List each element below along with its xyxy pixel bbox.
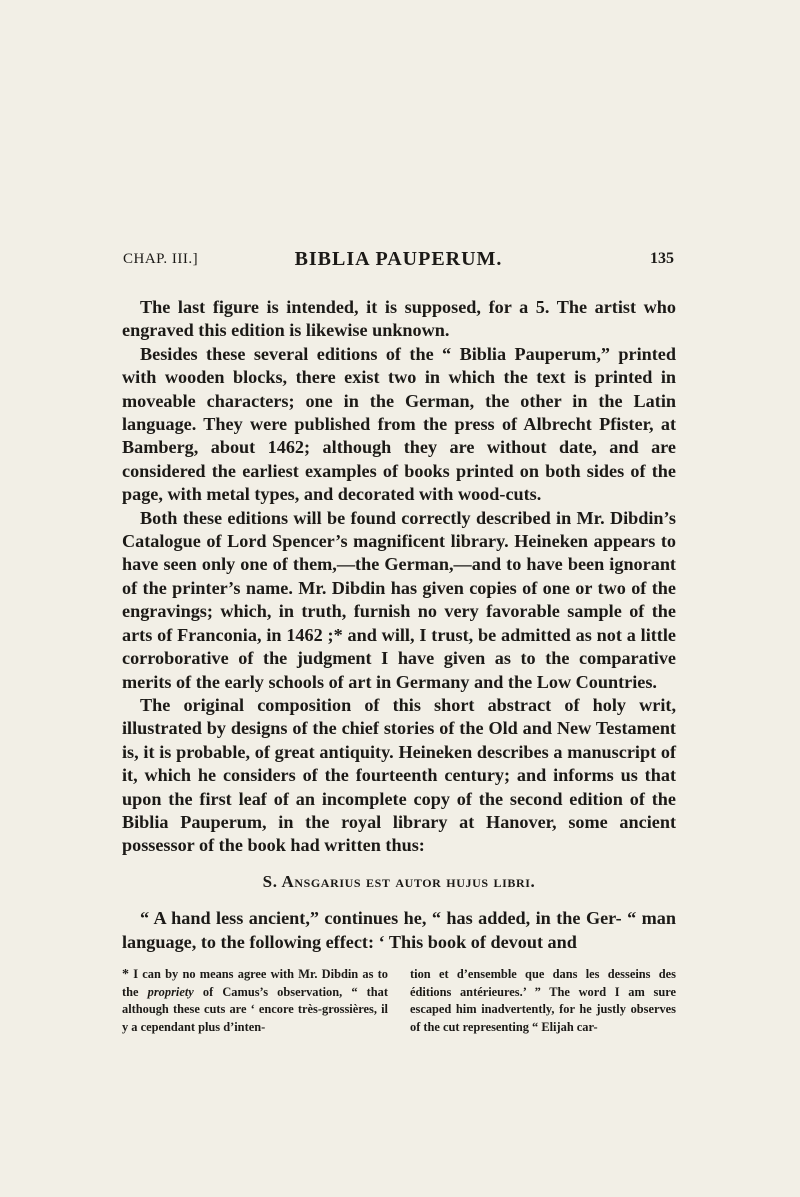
inscription-text: S. Ansgarius est autor hujus libri. — [262, 871, 536, 891]
running-head — [123, 248, 674, 276]
page-number: 135 — [650, 250, 674, 267]
footnote-emphasis: propriety — [147, 984, 194, 999]
inscription — [122, 870, 676, 893]
paragraph-3: Both these editions will be found correctly described in Mr. Dibdin’s Catalogue of Lord Spencer’s magnificent library. Heineken appears to have seen only one of them,—the German,—and to have been ignorant of the printer’s name. Mr. Dibdin has given copies of one or two of the engravings; which, in truth, furnish no very favorable sample of the arts of Franconia, in 1462 ;* and will, I trust, be admitted as not a little corroborative of the judgment I have given as to the comparative merits of the early schools of art in Germany and the Low Countries. — [122, 507, 676, 692]
quote-paragraph: “ A hand less ancient,” continues he, “ has added, in the Ger- “ man language, to the following effect: ‘ This book of devout and — [122, 908, 676, 952]
footnote-column-1 — [122, 966, 388, 1036]
footnote-text-1 — [122, 966, 388, 1036]
main-text — [122, 296, 676, 954]
footnote-text-2: tion et d’ensemble que dans les desseins des éditions antérieures.’ ” The word I am sure escaped him inadvertently, for he justly observes of the cut representing “ Elijah car- — [410, 967, 676, 1034]
footnote-part-b: of Camus’s observation, “ that although these cuts are ‘ encore très-grossières, il y a cependant plus d’inten- — [122, 984, 388, 1034]
page-header-title: BIBLIA PAUPERUM. — [294, 248, 503, 270]
paragraph-2: Besides these several editions of the “ Biblia Pauperum,” printed with wooden blocks, there exist two in which the text is printed in moveable characters; one in the German, the other in the Latin language. They were published from the press of Albrecht Pfister, at Bamberg, about 1462; although they are without date, and are considered the earliest examples of books printed on both sides of the page, with metal types, and decorated with wood-cuts. — [122, 343, 676, 505]
footnote-mark: * — [122, 967, 129, 982]
chapter-label: CHAP. III.] — [123, 251, 199, 267]
footnote-column-2 — [410, 966, 676, 1036]
footnotes — [122, 966, 676, 1036]
paragraph-4: The original composition of this short abstract of holy writ, illustrated by designs of the chief stories of the Old and New Testament is, it is probable, of great antiquity. Heineken describes a manuscript of it, which he considers of the fourteenth century; and informs us that upon the first leaf of an incomplete copy of the second edition of the Biblia Pauperum, in the royal library at Hanover, some ancient possessor of the book had written thus: — [122, 694, 676, 856]
paragraph-1: The last figure is intended, it is supposed, for a 5. The artist who engraved this edition is likewise unknown. — [122, 297, 676, 341]
footnote-part-a: I can by no means agree with Mr. Dibdin as to the — [122, 967, 389, 999]
